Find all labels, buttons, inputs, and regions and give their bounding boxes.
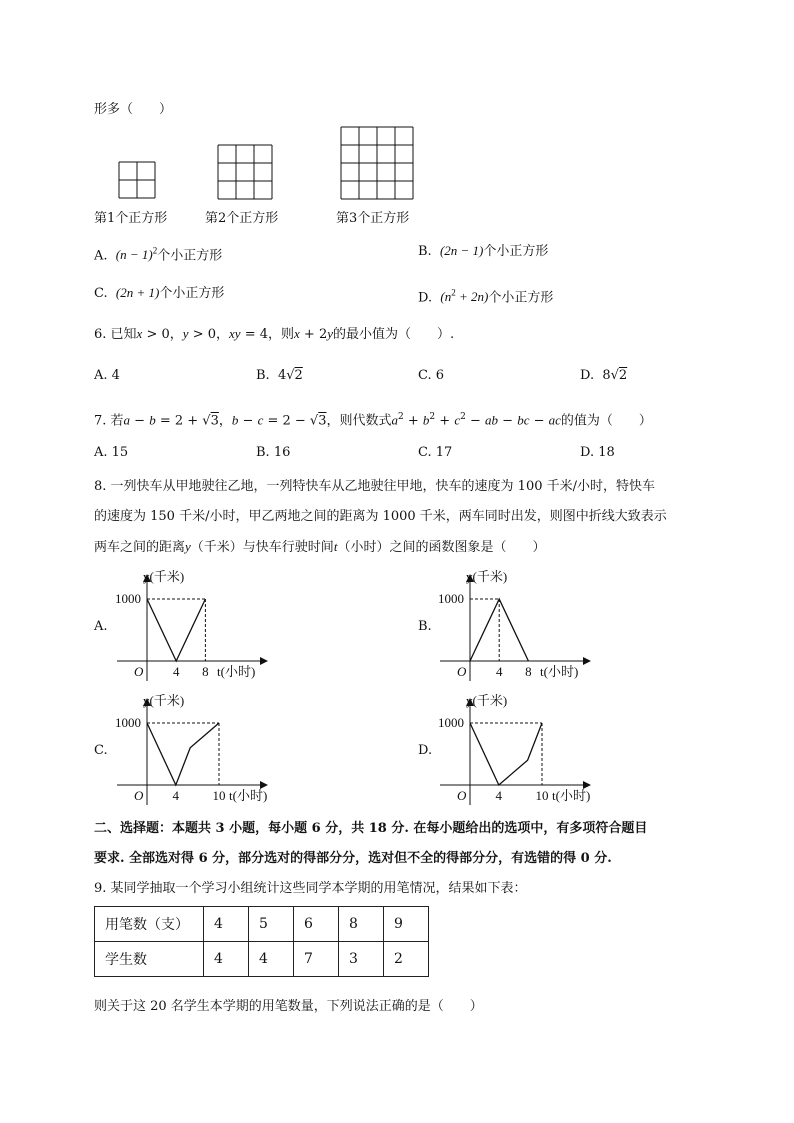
q6-stem: 6. 已知x > 0，y > 0，xy = 4，则x + 2y的最小值为（ ）.	[94, 326, 455, 342]
q9-table	[94, 906, 429, 977]
table-cell: 用笔数（支）	[95, 907, 204, 942]
origin-label: O	[134, 664, 144, 679]
q5-figure-label-2: 第2个正方形	[205, 211, 279, 226]
table-cell: 学生数	[95, 942, 204, 977]
q5-stem-tail: 形多（ ）	[94, 102, 173, 117]
section2-line-1: 二、选择题：本题共 3 小题，每小题 6 分，共 18 分. 在每小题给出的选项中，有多项符合题目	[94, 821, 648, 836]
q7-option-d[interactable]: D. 18	[580, 445, 615, 460]
table-cell: 7	[294, 942, 339, 977]
q5-figure-label-1: 第1个正方形	[94, 211, 168, 226]
y-axis-label: y(千米)	[466, 693, 508, 708]
q5-figure-label-3: 第3个正方形	[336, 211, 410, 226]
y-tick-label: 1000	[438, 715, 464, 730]
q6-option-d[interactable]: D. 8√2	[580, 368, 628, 383]
x-tick-label: 8	[202, 664, 209, 679]
graph-b	[438, 569, 590, 681]
table-cell: 8	[339, 907, 384, 942]
q8-line-1: 8. 一列快车从甲地驶往乙地，一列特快车从乙地驶往甲地，快车的速度为 100 千米/小时，特快车	[94, 479, 655, 494]
x-tick-label: 10	[535, 788, 549, 803]
x-axis-label: t(小时)	[552, 788, 591, 803]
table-cell: 4	[204, 907, 249, 942]
origin-label: O	[457, 788, 467, 803]
q8-option-b-label[interactable]: B.	[418, 619, 432, 634]
q6-option-a[interactable]: A. 4	[94, 368, 120, 383]
origin-label: O	[457, 664, 467, 679]
q7-option-b[interactable]: B. 16	[256, 445, 291, 460]
table-cell: 6	[294, 907, 339, 942]
graph-d	[438, 693, 590, 805]
table-row	[95, 942, 429, 977]
x-tick-label: 4	[172, 664, 180, 679]
x-axis-label: t(小时)	[217, 664, 256, 679]
graph-c	[115, 693, 267, 805]
table-cell: 2	[384, 942, 429, 977]
q7-stem: 7. 若a − b = 2 + √3，b − c = 2 − √3，则代数式$a^2 + b^2 + c^2$ − ab − bc − ac的值为（ ）	[94, 412, 652, 429]
x-tick-label: 4	[495, 788, 503, 803]
q9-stem: 9. 某同学抽取一个学习小组统计这些同学本学期的用笔情况，结果如下表：	[94, 881, 527, 896]
origin-label: O	[134, 788, 144, 803]
q8-option-c-label[interactable]: C.	[94, 743, 108, 758]
table-cell: 9	[384, 907, 429, 942]
x-tick-label: 10	[212, 788, 226, 803]
q8-option-d-label[interactable]: D.	[418, 743, 433, 758]
q6-option-b[interactable]: B. 4√2	[256, 368, 303, 383]
y-tick-label: 1000	[438, 591, 464, 606]
q6-option-c[interactable]: C. 6	[418, 368, 445, 383]
table-cell: 4	[204, 942, 249, 977]
y-tick-label: 1000	[115, 715, 141, 730]
y-axis-label: y(千米)	[143, 693, 185, 708]
graph-polyline	[470, 723, 542, 785]
graph-a	[115, 569, 267, 681]
q8-line-2: 的速度为 150 千米/小时，甲乙两地之间的距离为 1000 千米，两车同时出发，则图中折线大致表示	[94, 509, 667, 524]
x-tick-label: 4	[495, 664, 503, 679]
y-axis-label: y(千米)	[143, 569, 185, 584]
section2-line-2: 要求. 全部选对得 6 分，部分选对的得部分分，选对但不全的得部分分，有选错的得 0 分.	[94, 851, 612, 866]
x-axis-label: t(小时)	[229, 788, 268, 803]
q9-after-text: 则关于这 20 名学生本学期的用笔数量，下列说法正确的是（ ）	[94, 999, 483, 1014]
x-axis-label: t(小时)	[540, 664, 579, 679]
x-tick-label: 4	[172, 788, 180, 803]
y-axis-label: y(千米)	[466, 569, 508, 584]
q5-option-d[interactable]: D. $(n^2 + 2n)$个小正方形	[418, 288, 554, 306]
graph-polyline	[147, 723, 219, 785]
q8-line-3: 两车之间的距离y（千米）与快车行驶时间t（小时）之间的函数图象是（ ）	[94, 539, 546, 555]
y-tick-label: 1000	[115, 591, 141, 606]
q5-option-c[interactable]: C. (2n + 1)个小正方形	[94, 285, 225, 301]
q7-option-c[interactable]: C. 17	[418, 445, 453, 460]
x-tick-label: 8	[525, 664, 532, 679]
q5-option-b[interactable]: B. (2n − 1)个小正方形	[418, 243, 549, 259]
q5-option-a[interactable]: A. $(n - 1)^2$个小正方形	[94, 246, 223, 264]
table-cell: 4	[249, 942, 294, 977]
table-cell: 3	[339, 942, 384, 977]
q7-option-a[interactable]: A. 15	[94, 445, 129, 460]
q8-option-a-label[interactable]: A.	[94, 619, 108, 634]
table-row	[95, 907, 429, 942]
table-cell: 5	[249, 907, 294, 942]
graph-polyline	[147, 599, 205, 661]
